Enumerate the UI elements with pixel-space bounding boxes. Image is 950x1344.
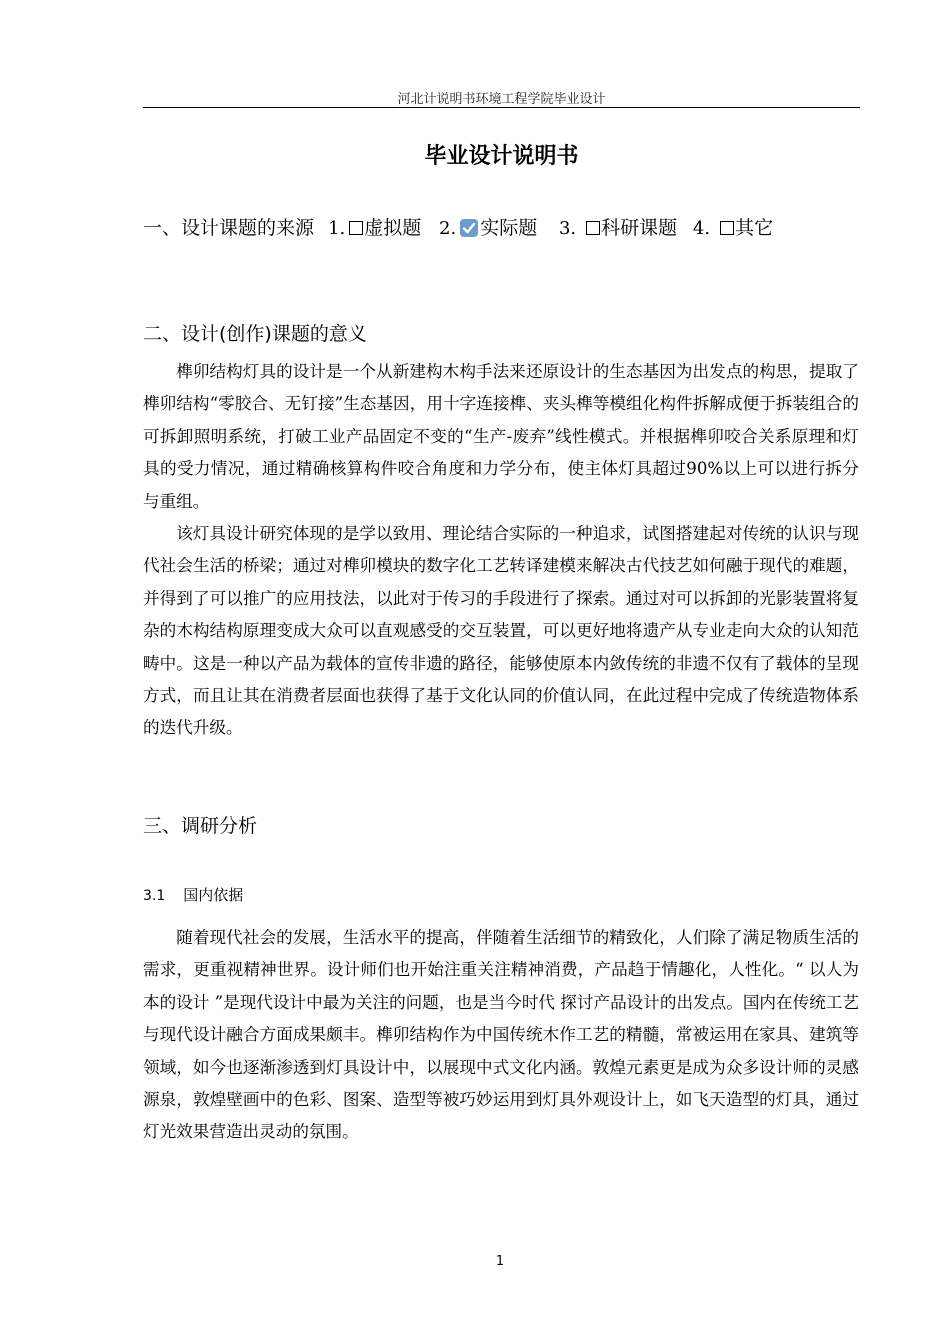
document-title: 毕业设计说明书 [424,144,579,169]
page-header: 河北计说明书环境工程学院毕业设计 [397,92,606,107]
option-4-label: 其它 [735,217,774,239]
unchecked-box-icon [720,221,734,235]
page-number: 1 [495,1254,505,1269]
unchecked-box-icon [349,221,363,235]
subsection-title: 国内依据 [183,886,244,904]
section-1-source [143,212,863,245]
option-4-number: 4. [692,218,711,239]
header-divider [143,107,860,108]
section-1-heading: 一、设计课题的来源 [143,217,315,239]
option-1 [320,218,427,239]
option-3 [543,218,683,239]
option-2-label: 实际题 [480,217,538,239]
option-3-label: 科研课题 [601,217,678,239]
subsection-3-1-heading [143,880,243,911]
option-4 [683,218,773,239]
option-2 [427,218,543,239]
section-3-heading: 三、调研分析 [143,815,258,837]
option-1-label: 虚拟题 [364,217,422,239]
section-2-paragraph-1: 榫卯结构灯具的设计是一个从新建构木构手法来还原设计的生态基因为出发点的构思，提取了榫卯结构“零胶合、无钉接”生态基因，用十字连接榫、夹头榫等模组化构件拆解成便于拆装组合的可拆卸照明系统，打破工业产品固定不变的“生产-废弃”线性模式。并根据榫卯咬合关系原理和灯具的受力情况，通过精确核算构件咬合角度和力学分布，使主体灯具超过90%以上可以进行拆分与重组。 [143,362,859,511]
checked-box-icon [460,219,478,237]
section-2-heading: 二、设计(创作)课题的意义 [143,323,367,345]
section-2-paragraph-2: 该灯具设计研究体现的是学以致用、理论结合实际的一种追求，试图搭建起对传统的认识与现代社会生活的桥梁；通过对榫卯模块的数字化工艺转译建模来解决古代技艺如何融于现代的难题，并得到了可以推广的应用技法，以此对于传习的手段进行了探索。通过对可以拆卸的光影装置将复杂的木构结构原理变成大众可以直观感受的交互装置，可以更好地将遗产从专业走向大众的认知范畴中。这是一种以产品为载体的宣传非遗的路径，能够使原本内敛传统的非遗不仅有了载体的呈现方式，而且让其在消费者层面也获得了基于文化认同的价值认同，在此过程中完成了传统造物体系的迭代升级。 [143,524,859,738]
option-3-number: 3. [558,218,577,239]
unchecked-box-icon [586,221,600,235]
subsection-number: 3.1 [143,888,166,904]
option-2-number: 2. [439,218,457,239]
option-1-number: 1. [328,218,346,239]
section-3-paragraph: 随着现代社会的发展，生活水平的提高，伴随着生活细节的精致化，人们除了满足物质生活的需求，更重视精神世界。设计师们也开始注重关注精神消费，产品趋于情趣化，人性化。“ 以人为本的设计 ”是现代设计中最为关注的问题，也是当今时代 探讨产品设计的出发点。国内在传统工艺与现代设计融合方面成果颇丰。榫卯结构作为中国传统木作工艺的精髓，常被运用在家具、建筑等领域，如今也逐渐渗透到灯具设计中，以展现中式文化内涵。敦煌元素更是成为众多设计师的灵感源泉，敦煌壁画中的色彩、图案、造型等被巧妙运用到灯具外观设计上，如飞天造型的灯具，通过灯光效果营造出灵动的氛围。 [143,928,859,1142]
